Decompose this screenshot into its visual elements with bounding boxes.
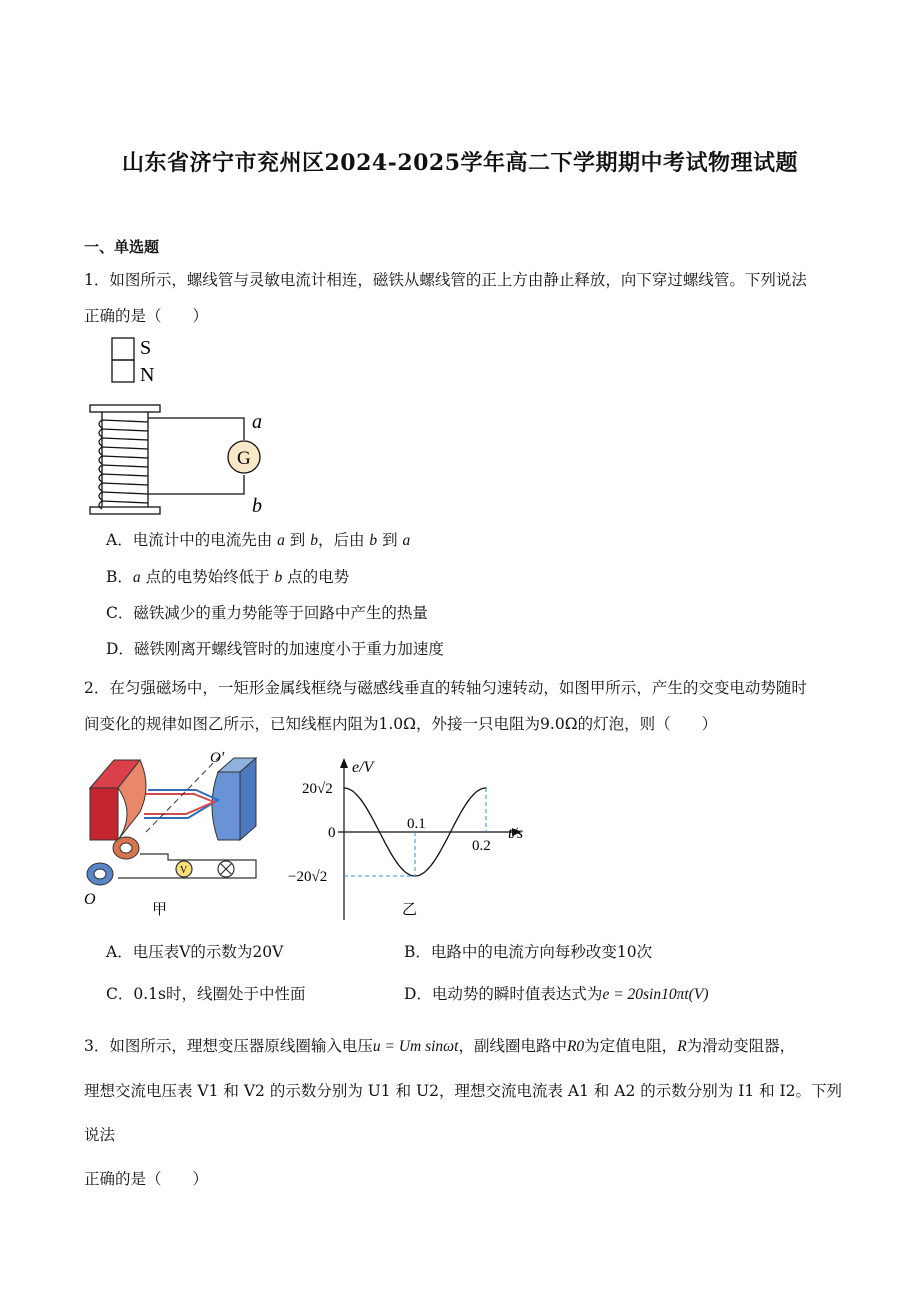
- data-point: [467, 800, 469, 802]
- magnet: [112, 337, 154, 386]
- figure-yi-caption: 乙: [402, 902, 418, 918]
- coil-turn: [99, 465, 148, 473]
- q3-line1: 3．如图所示，理想变压器原线圈输入电压u = Um sinωt，副线圈电路中R0为定值电阻，R为滑动变阻器，: [84, 1037, 796, 1055]
- y-tick-bottom: −20√2: [288, 869, 328, 885]
- axis-o-prime-label: O′: [210, 750, 225, 766]
- data-point: [450, 831, 452, 833]
- q2-line1: 2．在匀强磁场中，一矩形金属线框绕与磁感线垂直的转轴匀速转动，如图甲所示，产生的交变电动势随时: [84, 679, 807, 697]
- coil-turn: [99, 474, 148, 482]
- q1-option-b[interactable]: B．a 点的电势始终低于 b 点的电势: [106, 568, 350, 586]
- q1-line1: 1．如图所示，螺线管与灵敏电流计相连，磁铁从螺线管的正上方由静止释放，向下穿过螺线管。下列说法: [84, 271, 807, 289]
- y-axis-label: e/V: [352, 759, 374, 776]
- data-point: [343, 787, 345, 789]
- question-2: [84, 670, 844, 742]
- y-tick-top: 20√2: [302, 781, 333, 797]
- q3-line3: 正确的是（ ）: [84, 1170, 209, 1188]
- voltmeter-label: V: [180, 865, 188, 876]
- section-heading: 一、单选题: [84, 238, 160, 256]
- page-title: 山东省济宁市兖州区2024-2025学年高二下学期期中考试物理试题: [121, 150, 799, 176]
- coil-turn: [99, 483, 148, 491]
- figure-jia-caption: 甲: [152, 902, 168, 918]
- q2-line2: 间变化的规律如图乙所示，已知线框内阻为1.0Ω，外接一只电阻为9.0Ω的灯泡，则（ ）: [84, 715, 718, 733]
- terminal-b-label: b: [252, 495, 262, 517]
- axis-o-label: O: [84, 891, 96, 908]
- solenoid-figure: [84, 332, 284, 522]
- q2-option-d[interactable]: D．电动势的瞬时值表达式为e = 20sin10πt(V): [404, 985, 709, 1003]
- q2-option-c[interactable]: C．0.1s时，线圈处于中性面: [106, 985, 306, 1003]
- galvanometer-label: G: [237, 448, 251, 469]
- magnet-red-pole: [90, 760, 146, 840]
- question-1: [84, 262, 844, 334]
- coil-turn: [99, 420, 148, 428]
- q2-option-a[interactable]: A．电压表V的示数为20V: [106, 943, 284, 961]
- magnet-n-label: N: [140, 364, 155, 386]
- y-axis-arrow: [340, 758, 348, 768]
- y-tick-zero: 0: [328, 825, 336, 841]
- coil-turn: [99, 501, 148, 509]
- q2-option-b[interactable]: B．电路中的电流方向每秒改变10次: [404, 943, 653, 961]
- magnet-blue-pole: [212, 758, 256, 840]
- magnet-s-label: S: [140, 337, 152, 359]
- q1-option-d[interactable]: D．磁铁刚离开螺线管时的加速度小于重力加速度: [106, 640, 444, 658]
- emf-chart: [286, 752, 546, 924]
- coil-turn: [99, 456, 148, 464]
- data-point: [396, 862, 398, 864]
- coil-turn: [99, 438, 148, 446]
- x-tick-0.2: 0.2: [472, 838, 491, 854]
- question-3: [84, 1024, 854, 1201]
- q1-option-c[interactable]: C．磁铁减少的重力势能等于回路中产生的热量: [106, 604, 428, 622]
- coil-turn: [99, 492, 148, 500]
- data-point: [361, 800, 363, 802]
- terminal-a-label: a: [252, 411, 262, 433]
- data-point: [432, 862, 434, 864]
- solenoid: [90, 405, 160, 514]
- q3-line2: 理想交流电压表 V1 和 V2 的示数分别为 U1 和 U2，理想交流电流表 A1 和 A2 的示数分别为 I1 和 I2。下列说法: [84, 1082, 843, 1144]
- coil-turn: [99, 429, 148, 437]
- x-axis-label: t/s: [508, 825, 524, 842]
- coil-turn: [99, 447, 148, 455]
- data-point: [379, 831, 381, 833]
- q1-line2: 正确的是（ ）: [84, 307, 209, 325]
- q1-option-a[interactable]: A．电流计中的电流先由 a 到 b，后由 b 到 a: [106, 531, 411, 549]
- x-tick-0.1: 0.1: [407, 816, 426, 832]
- generator-figure: [78, 748, 278, 920]
